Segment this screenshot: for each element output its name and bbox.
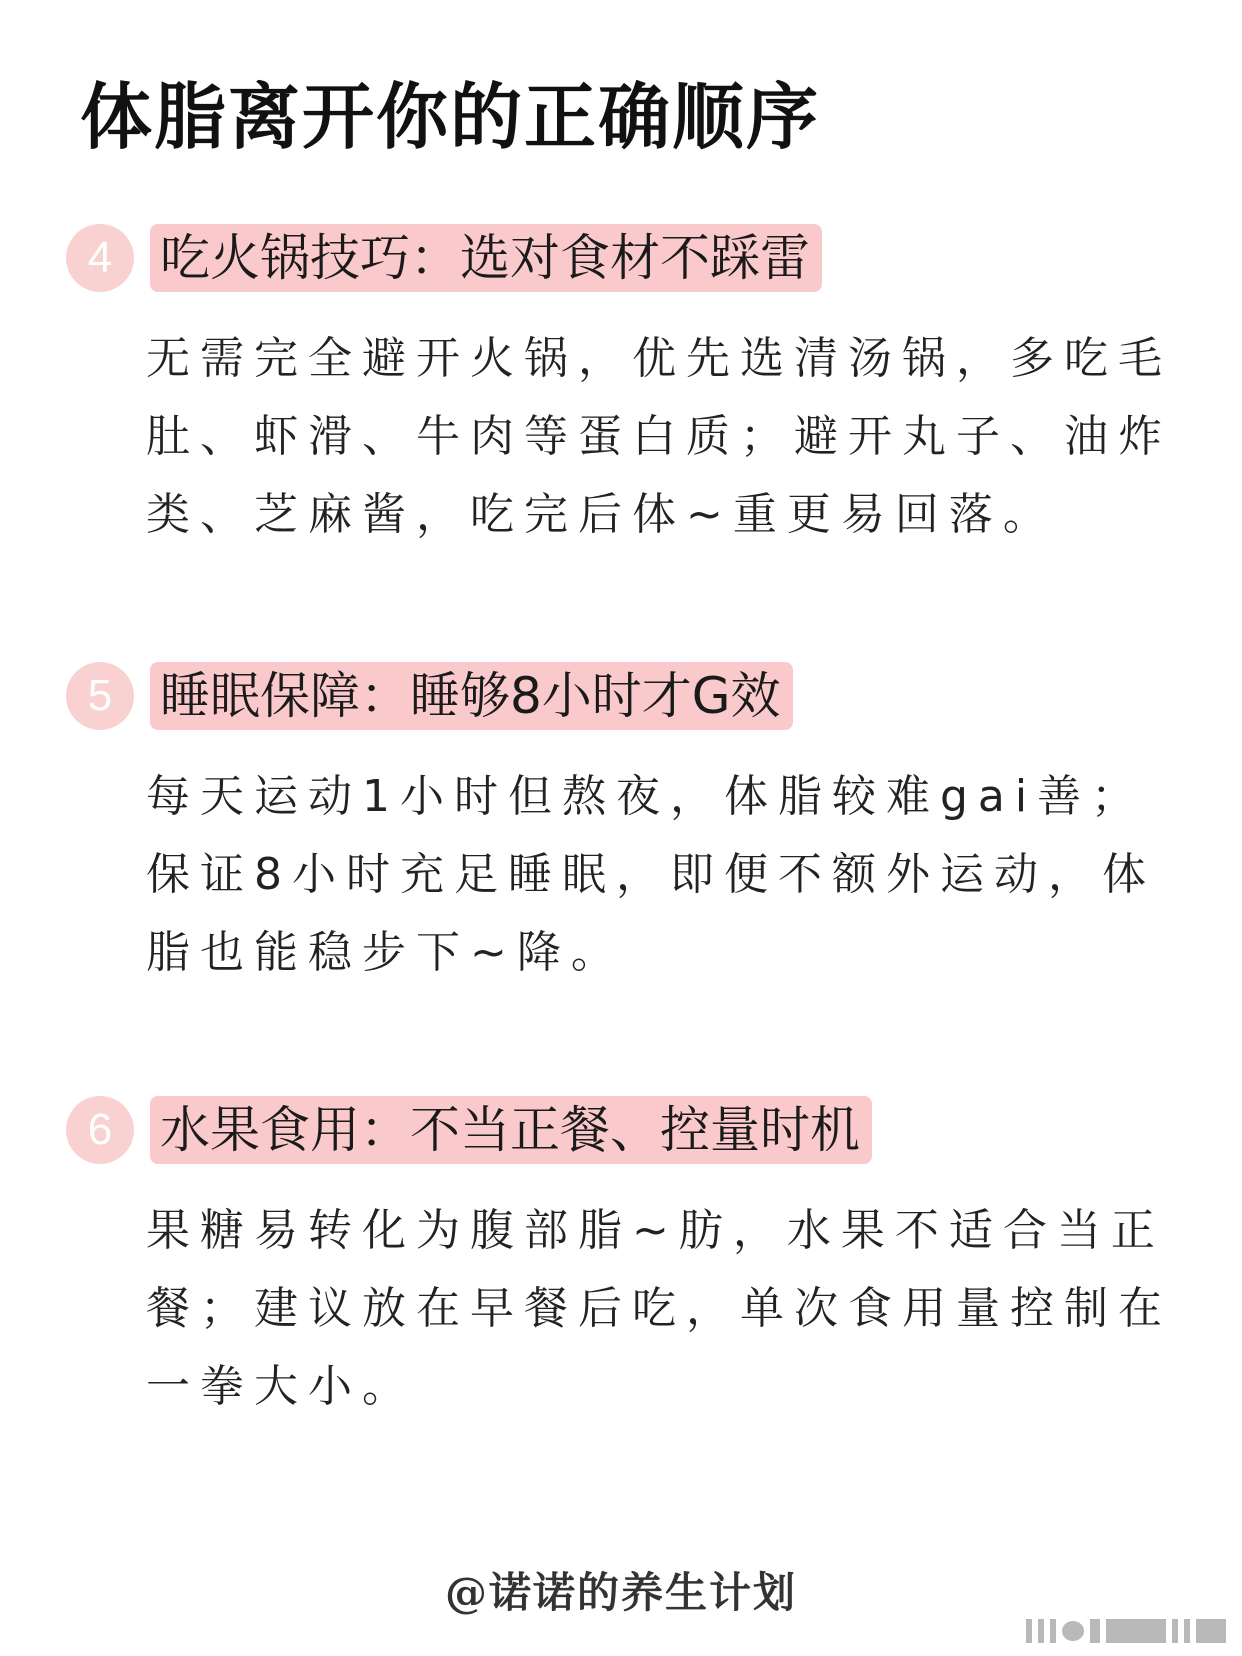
section-number-badge: 4 bbox=[66, 224, 134, 292]
source-watermark-graphic bbox=[1026, 1616, 1226, 1646]
section-heading: 水果食用：不当正餐、控量时机 bbox=[150, 1096, 872, 1164]
section-number-badge: 5 bbox=[66, 662, 134, 730]
section-heading: 吃火锅技巧：选对食材不踩雷 bbox=[150, 224, 822, 292]
author-watermark: @诺诺的养生计划 bbox=[444, 1568, 797, 1617]
section-body: 果糖易转化为腹部脂~肪，水果不适合当正餐；建议放在早餐后吃，单次食用量控制在一拳大小。 bbox=[146, 1205, 1172, 1412]
section-heading: 睡眠保障：睡够8小时才G效 bbox=[150, 662, 793, 730]
page-title: 体脂离开你的正确顺序 bbox=[80, 75, 821, 159]
section-body: 每天运动1小时但熬夜，体脂较难gai善；保证8小时充足睡眠，即便不额外运动，体脂也能稳步下~降。 bbox=[146, 771, 1156, 978]
section-body: 无需完全避开火锅，优先选清汤锅，多吃毛肚、虾滑、牛肉等蛋白质；避开丸子、油炸类、芝麻酱，吃完后体~重更易回落。 bbox=[146, 333, 1172, 540]
section-number-badge: 6 bbox=[66, 1096, 134, 1164]
